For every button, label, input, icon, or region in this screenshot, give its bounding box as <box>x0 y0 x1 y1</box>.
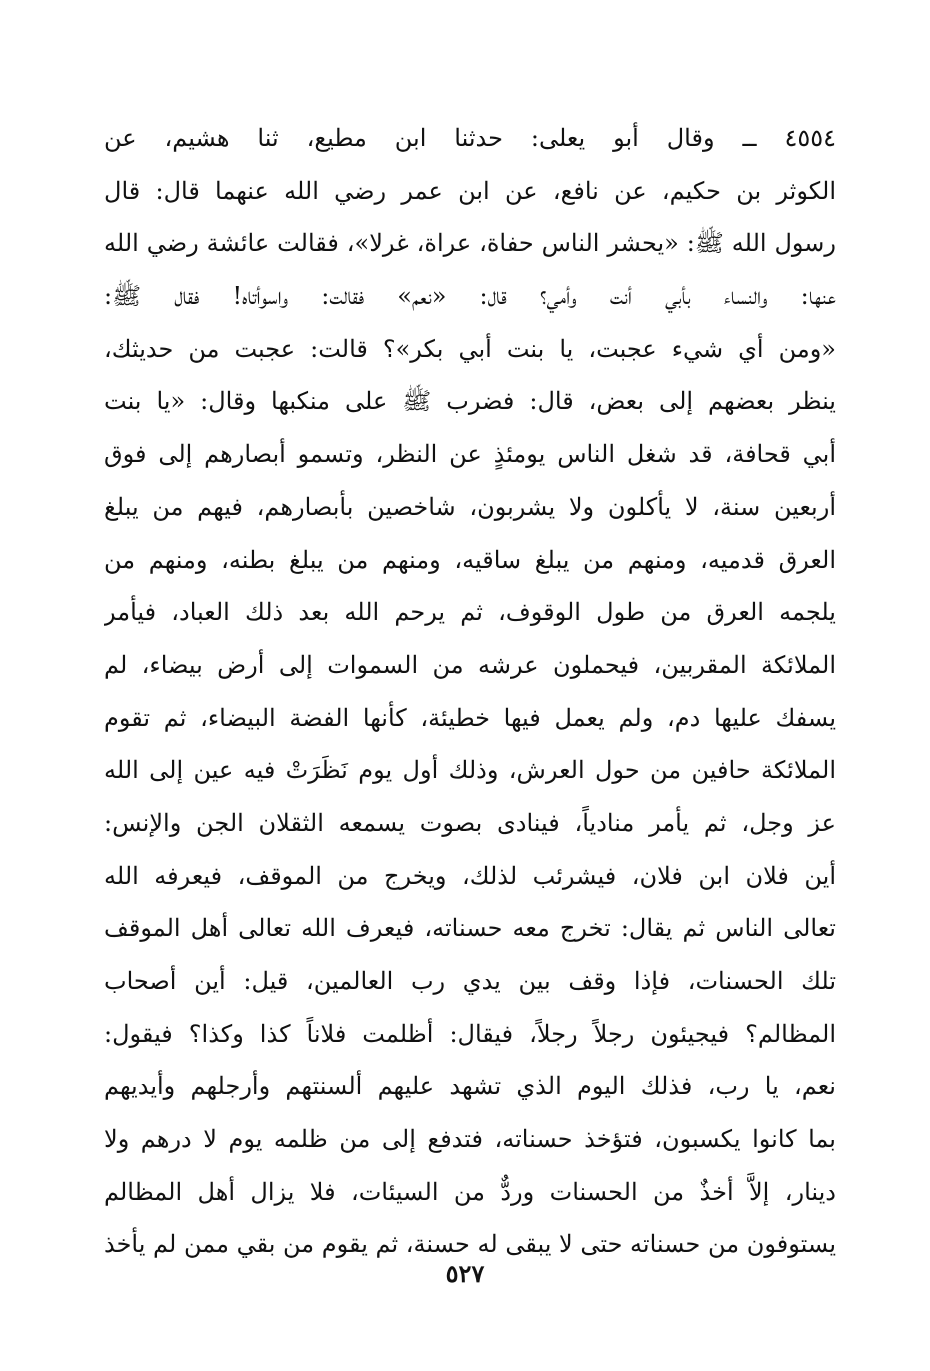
text-line-10: يلجمه العرق من طول الوقوف، ثم يرحم الله بعد ذلك العباد، فيأمر <box>104 598 836 627</box>
text-line-8: أربعين سنة، لا يأكلون ولا يشربون، شاخصين بأبصارهم، فيهم من يبلغ <box>104 492 836 521</box>
text-line-5: «ومن أي شيء عجبت، يا بنت أبي بكر»؟ قالت: عجبت من حديثك، <box>104 334 836 363</box>
text-line-19: نعم، يا رب، فذلك اليوم الذي تشهد عليهم ألسنتهم وأرجلهم وأيديهم <box>104 1072 836 1101</box>
text-line-3: رسول الله ﷺ: «يحشر الناس حفاة، عراة، غرلا»، فقالت عائشة رضي الله <box>104 229 836 258</box>
text-line-11: الملائكة المقربين، فيحملون عرشه من السموات إلى أرض بيضاء، لم <box>104 650 836 679</box>
text-line-15: أين فلان ابن فلان، فيشرئب لذلك، ويخرج من الموقف، فيعرفه الله <box>104 861 836 890</box>
text-line-7: أبي قحافة، قد شغل الناس يومئذٍ عن النظر، وتسمو أبصارهم إلى فوق <box>104 440 836 469</box>
text-line-16: تعالى الناس ثم يقال: تخرج معه حسناته، فيعرف الله تعالى أهل الموقف <box>104 914 836 943</box>
text-line-17: تلك الحسنات، فإذا وقف بين يدي رب العالمين، قيل: أين أصحاب <box>104 967 836 995</box>
text-line-6: ينظر بعضهم إلى بعض، قال: فضرب ﷺ على منكبها وقال: «يا بنت <box>104 387 836 416</box>
text-line-18: المظالم؟ فيجيئون رجلاً رجلاً، فيقال: أظلمت فلاناً كذا وكذا؟ فيقول: <box>104 1019 836 1048</box>
text-line-13: الملائكة حافين من حول العرش، وذلك أول يوم نَظَرَتْ فيه عين إلى الله <box>104 756 836 785</box>
text-line-22: يستوفون من حسناته حتى لا يبقى له حسنة، ثم يقوم من بقي ممن لم يأخذ <box>104 1230 836 1259</box>
text-line-20: بما كانوا يكسبون، فتؤخذ حسناته، فتدفع إلى من ظلمه يوم لا درهم ولا <box>104 1125 836 1154</box>
text-line-2: الكوثر بن حكيم، عن نافع، عن ابن عمر رضي الله عنهما قال: قال <box>104 176 836 205</box>
text-line-21: دينار، إلاَّ أخذٌ من الحسنات وردٌّ من السيئات، فلا يزال أهل المظالم <box>104 1177 836 1206</box>
text-line-12: يسفك عليها دم، ولم يعمل فيها خطيئة، كأنها الفضة البيضاء، ثم تقوم <box>104 703 836 732</box>
text-line-9: العرق قدميه، ومنهم من يبلغ ساقيه، ومنهم من يبلغ بطنه، ومنهم من <box>104 545 836 574</box>
hadith-text-block <box>104 112 836 1271</box>
text-line-4: عنها: والنساء بأبي أنت وأمي؟ قال: «نعم» فقالت: واسوأتاه! فقال ﷺ: <box>104 282 836 311</box>
page-number: ٥٢٧ <box>445 1259 485 1288</box>
text-line-14: عز وجل، ثم يأمر منادياً، فينادى بصوت يسمعه الثقلان الجن والإنس: <box>104 808 836 837</box>
text-line-1: ٤٥٥٤ ــ وقال أبو يعلى: حدثنا ابن مطيع، ثنا هشيم، عن <box>104 124 836 152</box>
